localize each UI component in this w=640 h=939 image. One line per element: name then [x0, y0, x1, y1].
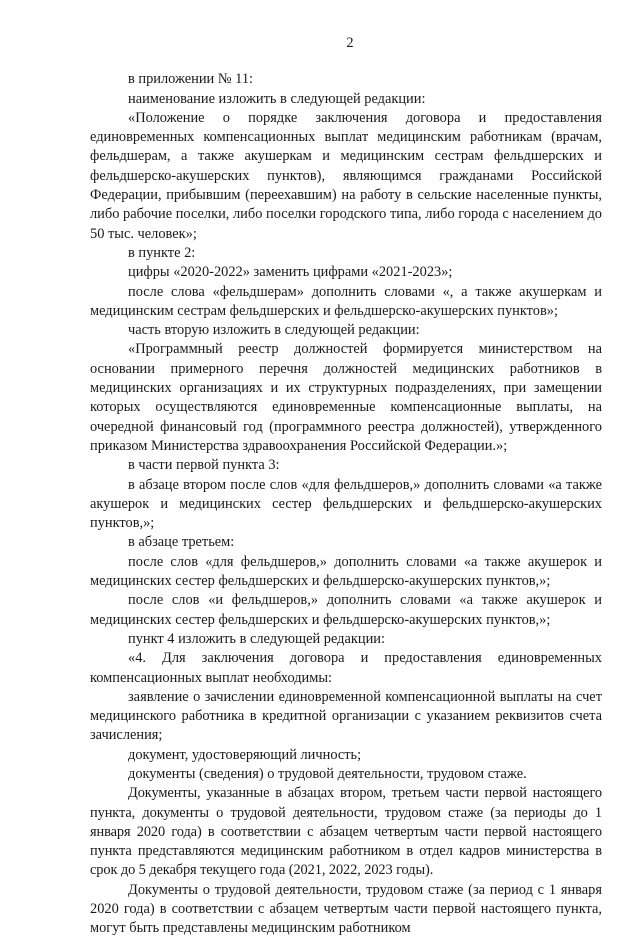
paragraph-third-indent: в абзаце третьем:: [128, 534, 235, 551]
paragraph-employment-documents: документы (сведения) о трудовой деятельности, трудовом стаже.: [128, 765, 527, 782]
paragraph-application: заявление о зачислении единовременной компенсационной выплаты на счет медицинского работника в кредитной организации с указанием реквизитов счета зачисления;: [90, 688, 602, 744]
paragraph-clause-4-text: «4. Для заключения договора и предоставления единовременных компенсационных выплат необходимы:: [90, 650, 602, 686]
paragraph-title-instruction: наименование изложить в следующей редакции:: [128, 90, 426, 107]
paragraph-documents-submission: Документы, указанные в абзацах втором, третьем части первой настоящего пункта, документы о трудовой деятельности, трудовом стаже (за периоды до 1 января 2020 года) в соответствии с абзацем четвертым части первой настоящего пункта представляются медицинским работником в отдел кадров министерства в срок до 5 декабря текущего года (2021, 2022, 2023 годы).: [90, 785, 602, 879]
paragraph-clause-2: в пункте 2:: [128, 244, 196, 261]
paragraph-for-feldshers: после слов «для фельдшеров,» дополнить словами «а также акушерок и медицинских сестер фельдшерских и фельдшерско-акушерских пунктов,»;: [90, 553, 602, 590]
paragraph-second-indent: в абзаце втором после слов «для фельдшеров,» дополнить словами «а также акушерок и медицинских сестер фельдшерских и фельдшерско-акушерских пунктов,»;: [90, 476, 602, 532]
paragraph-identity-document: документ, удостоверяющий личность;: [128, 746, 362, 763]
paragraph-part-two-instruction: часть вторую изложить в следующей редакции:: [128, 322, 420, 339]
page-number: 2: [346, 35, 354, 51]
paragraph-annex-11: в приложении № 11:: [128, 71, 254, 88]
paragraph-regulation-title: «Положение о порядке заключения договора и предоставления единовременных компенсационных выплат медицинским работникам (врачам, фельдшерам, а также акушеркам и медицинским сестрам фельдшерских и фельдшерско-акушерских пунктов), являющимся гражданами Российской Федерации, прибывшим (переехавшим) на работу в сельские населенные пункты, либо рабочие поселки, либо поселки городского типа, либо города с населением до 50 тыс. человек»;: [90, 109, 602, 242]
paragraph-years-replacement: цифры «2020-2022» заменить цифрами «2021-2023»;: [128, 264, 453, 281]
paragraph-and-feldshers: после слов «и фельдшеров,» дополнить словами «а также акушерок и медицинских сестер фельдшерских и фельдшерско-акушерских пунктов,»;: [90, 592, 602, 628]
paragraph-feldsher-addition: после слова «фельдшерам» дополнить словами «, а также акушеркам и медицинским сестрам фельдшерских и фельдшерско-акушерских пунктов»;: [90, 283, 602, 319]
paragraph-clause-4-instruction: пункт 4 изложить в следующей редакции:: [128, 630, 385, 647]
paragraph-clause-3-part-1: в части первой пункта 3:: [128, 457, 280, 474]
paragraph-program-registry: «Программный реестр должностей формируется министерством на основании примерного перечня должностей медицинских работников в медицинских организациях и их структурных подразделениях, при замещении которых осуществляются единовременные компенсационные выплаты, на очередной финансовый год (программного реестра должностей), утвержденного приказом Министерства здравоохранения Российской Федерации.»;: [90, 341, 602, 454]
paragraph-documents-since-2020: Документы о трудовой деятельности, трудовом стаже (за период с 1 января 2020 года) в соответствии с абзацем четвертым части первой настоящего пункта, могут быть представлены медицинским работником: [90, 881, 602, 937]
document-body: [90, 70, 602, 938]
